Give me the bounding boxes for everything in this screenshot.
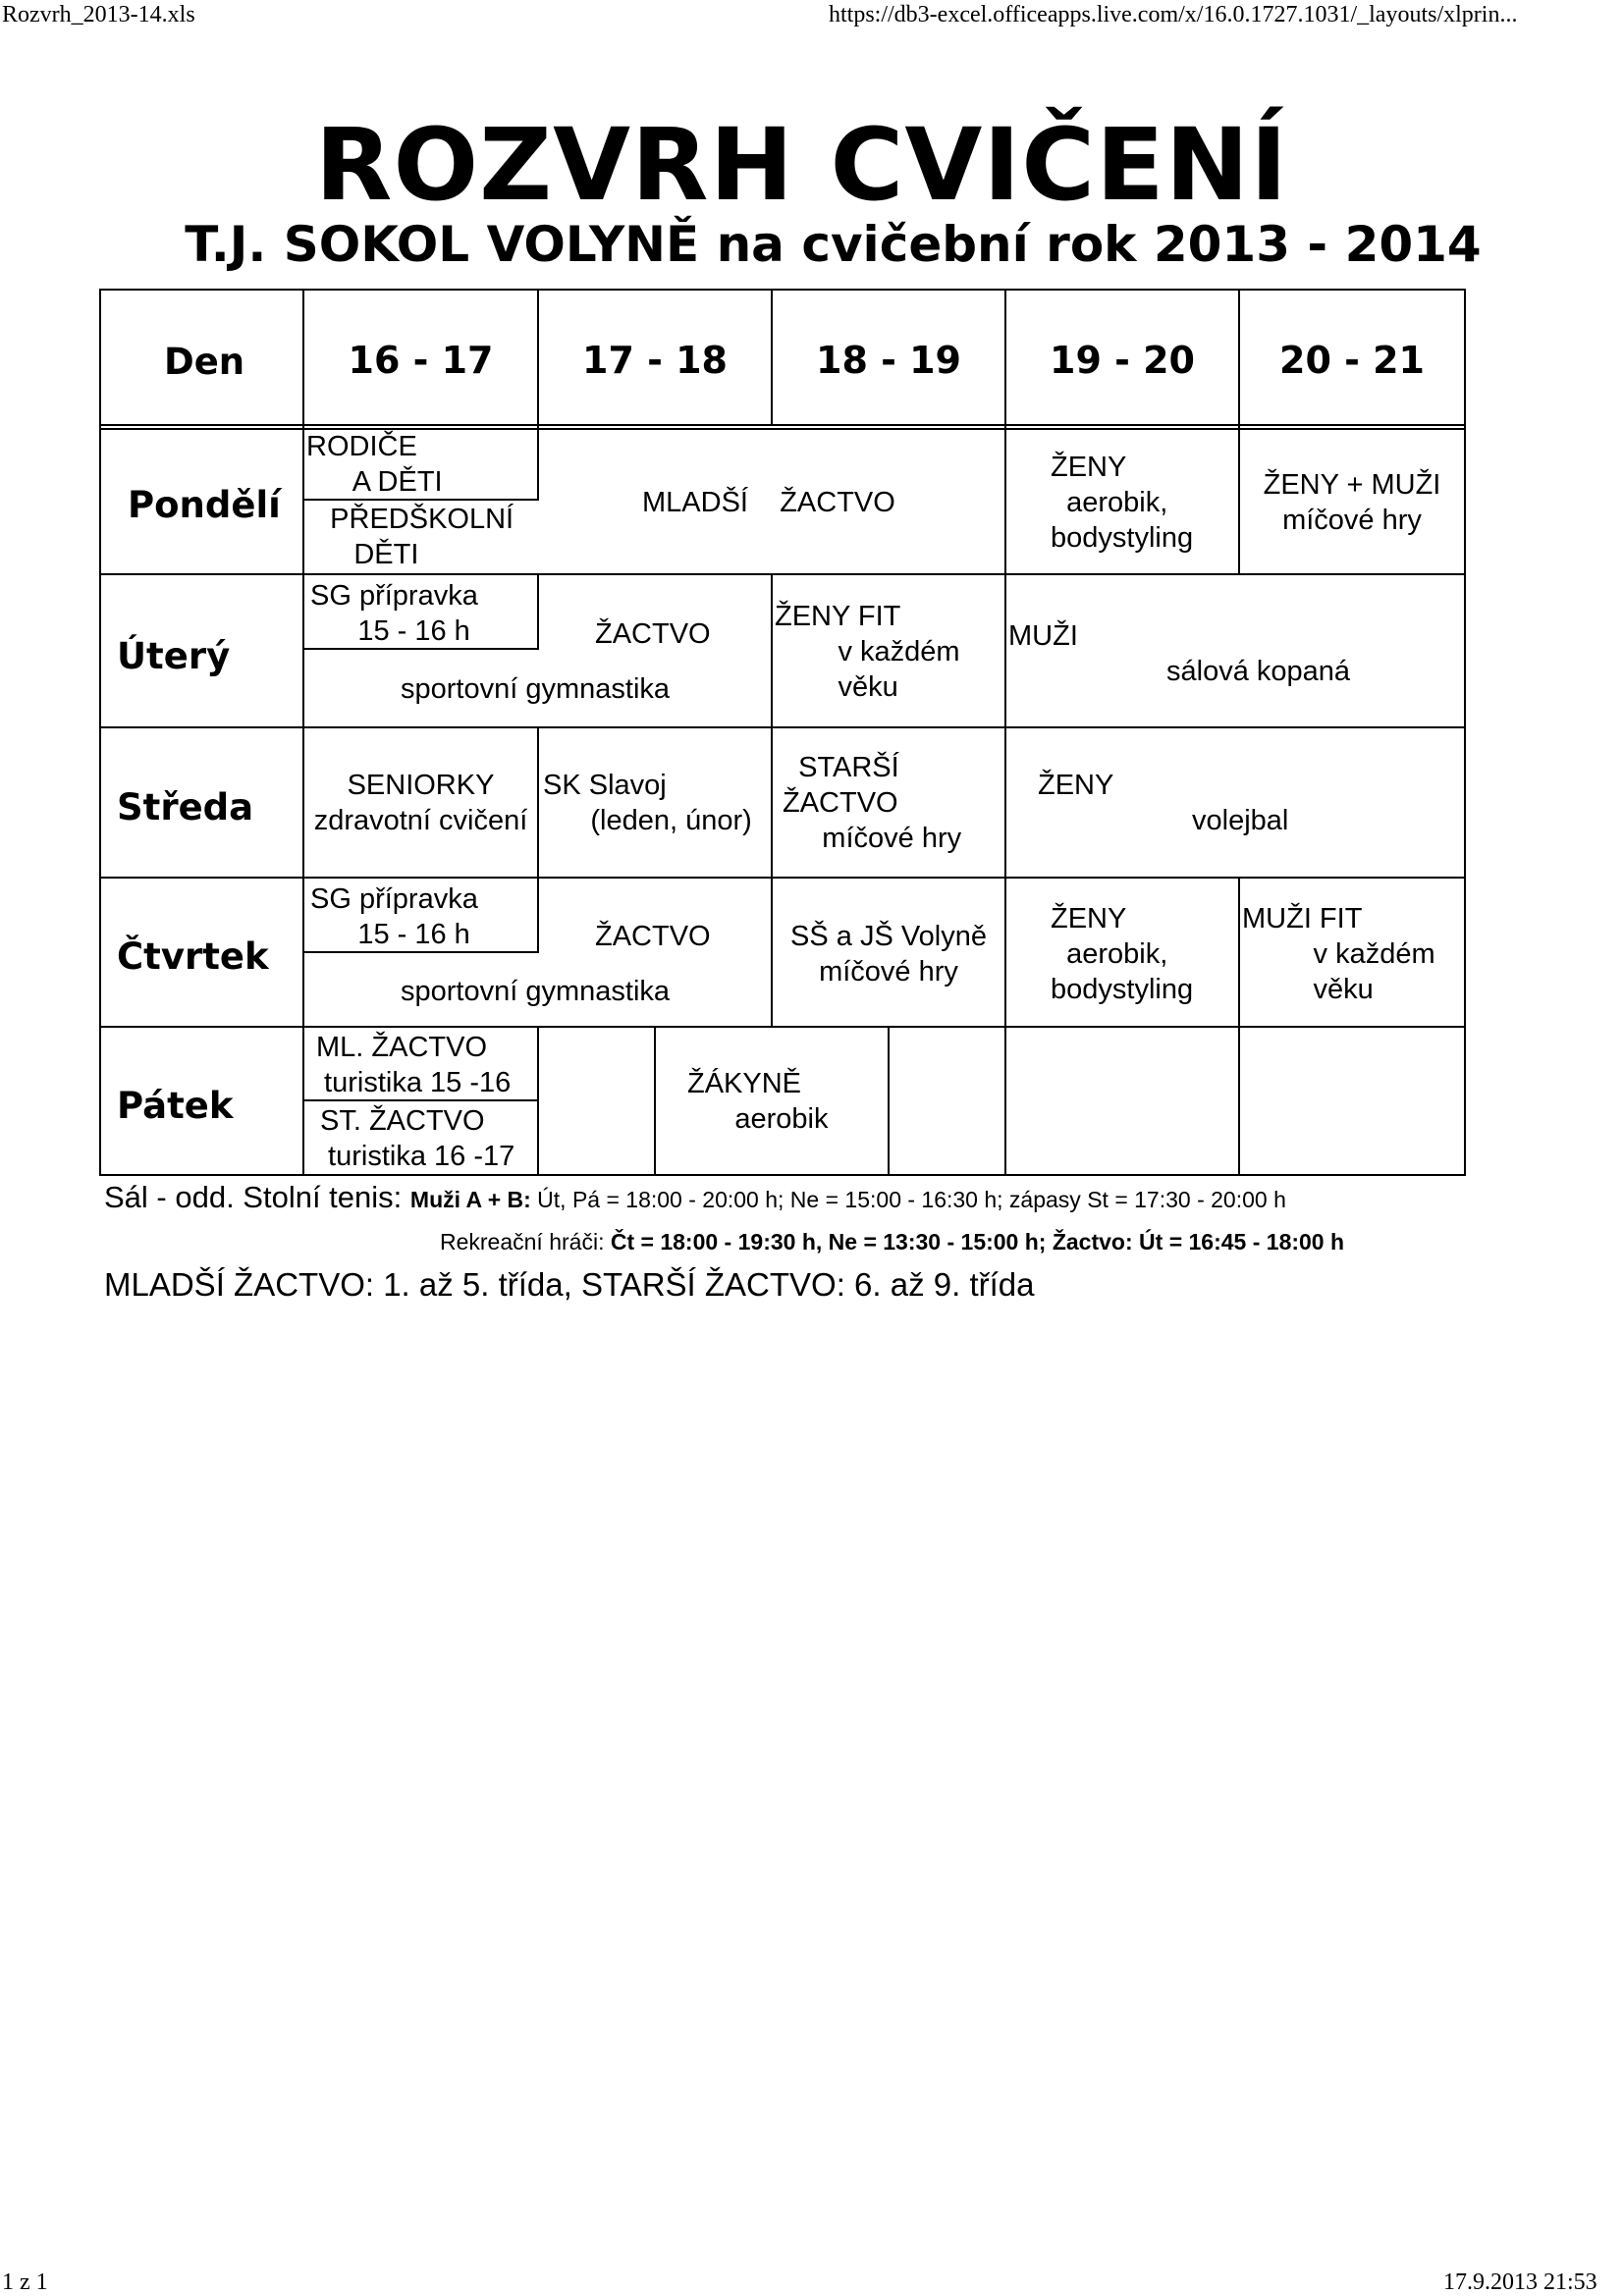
grid-line	[1004, 879, 1006, 1028]
cell-tue-men: MUŽI	[1008, 620, 1078, 652]
grid-line	[537, 1028, 539, 1176]
grid-line	[1004, 1028, 1006, 1176]
cell-fri-older-hiking: ST. ŽACTVO turistika 16 -17	[320, 1105, 515, 1172]
note-table-tennis	[104, 1180, 1286, 1215]
cell-mon-women-aerobic: ŽENY aerobik, bodystyling	[1051, 452, 1194, 554]
grid-line	[99, 877, 1466, 879]
cell-tue-youth: ŽACTVO	[595, 618, 711, 650]
cell-thu-women-aerobic: ŽENY aerobik, bodystyling	[1051, 903, 1194, 1005]
cell-thu-sg-prep: SG přípravka 15 - 16 h	[310, 883, 478, 950]
grid-line	[1238, 879, 1240, 1028]
cell-mon-younger-youth: MLADŠÍ ŽACTVO	[642, 487, 895, 518]
grid-line	[771, 728, 773, 879]
grid-line	[654, 1028, 656, 1176]
header-hour-16-17: 16 - 17	[348, 339, 494, 382]
cell-fri-girls-aerobic: ŽÁKYNĚ aerobik	[687, 1068, 829, 1135]
grid-line	[99, 1026, 1466, 1028]
grid-line	[99, 726, 1466, 728]
note-youth-times: Út = 16:45 - 18:00 h	[1139, 1229, 1345, 1255]
cell-thu-ss-js-volyne: SŠ a JŠ Volyně míčové hry	[790, 921, 987, 988]
print-file-name: Rozvrh_2013-14.xls	[2, 2, 195, 27]
day-wednesday: Středa	[117, 786, 254, 828]
cell-tue-gymnastics: sportovní gymnastika	[401, 673, 671, 705]
cell-thu-gymnastics: sportovní gymnastika	[401, 976, 671, 1007]
page-title: ROZVRH CVIČENÍ	[314, 107, 1289, 224]
day-friday: Pátek	[117, 1085, 234, 1127]
cell-fri-younger-hiking: ML. ŽACTVO turistika 15 -16	[316, 1032, 512, 1098]
note-recreational-lead: Rekreační hráči:	[440, 1229, 611, 1255]
cell-wed-seniors: SENIORKY zdravotní cvičení	[313, 770, 528, 836]
cell-mon-preschool: PŘEDŠKOLNÍ DĚTI	[330, 504, 514, 570]
note-recreational-times: Čt = 18:00 - 19:30 h, Ne = 13:30 - 15:00 h; Žactvo:	[610, 1229, 1140, 1255]
header-day: Den	[164, 341, 245, 383]
grid-line	[888, 1028, 890, 1176]
page-subtitle: T.J. SOKOL VOLYNĚ na cvičební rok 2013 - 2014	[185, 216, 1482, 273]
grid-line	[537, 426, 539, 501]
note-recreational	[440, 1229, 1344, 1255]
header-hour-19-20: 19 - 20	[1050, 339, 1195, 382]
print-page-counter: 1 z 1	[2, 2269, 48, 2295]
cell-tue-sg-prep: SG přípravka 15 - 16 h	[310, 580, 478, 647]
day-thursday: Čtvrtek	[117, 935, 269, 978]
grid-line	[1464, 289, 1466, 1176]
cell-wed-women: ŽENY	[1038, 770, 1114, 801]
grid-line	[1004, 728, 1006, 879]
cell-tue-futsal: sálová kopaná	[1166, 656, 1351, 687]
cell-wed-older-youth: STARŠÍ ŽACTVO míčové hry	[783, 752, 962, 854]
note-table-tennis-lead: Sál - odd. Stolní tenis:	[104, 1180, 410, 1214]
note-table-tennis-times: Út, Pá = 18:00 - 20:00 h; Ne = 15:00 - 16:30 h; zápasy St = 17:30 - 20:00 h	[537, 1187, 1286, 1212]
cell-thu-men-fit: MUŽI FIT v každém věku	[1242, 903, 1435, 1005]
note-youth-grades: MLADŠÍ ŽACTVO: 1. až 5. třída, STARŠÍ ŽACTVO: 6. až 9. třída	[104, 1266, 1035, 1303]
print-url: https://db3-excel.officeapps.live.com/x/16.0.1727.1031/_layouts/xlprin...	[829, 2, 1518, 27]
cell-mon-parents-children: RODIČE A DĚTI	[306, 431, 443, 498]
header-hour-17-18: 17 - 18	[582, 339, 728, 382]
grid-line	[1004, 426, 1006, 574]
grid-line	[771, 575, 773, 728]
note-table-tennis-group: Muži A + B:	[409, 1187, 538, 1212]
grid-line	[537, 879, 539, 953]
header-hour-20-21: 20 - 21	[1279, 339, 1425, 382]
grid-line	[537, 728, 539, 879]
cell-wed-volleyball: volejbal	[1192, 805, 1289, 836]
cell-mon-women-men-ball: ŽENY + MUŽI míčové hry	[1263, 469, 1441, 536]
cell-tue-women-fit: ŽENY FIT v každém věku	[775, 601, 960, 703]
grid-line	[99, 289, 101, 1176]
grid-line	[99, 573, 1466, 575]
day-monday: Pondělí	[128, 484, 281, 526]
print-datetime: 17.9.2013 21:53	[1443, 2269, 1597, 2295]
header-hour-18-19: 18 - 19	[816, 339, 961, 382]
day-tuesday: Úterý	[117, 635, 231, 677]
grid-line	[1238, 1028, 1240, 1176]
cell-wed-sk-slavoj: SK Slavoj (leden, únor)	[543, 770, 752, 836]
grid-line	[537, 575, 539, 650]
cell-thu-youth: ŽACTVO	[595, 921, 711, 952]
grid-line	[1004, 575, 1006, 728]
